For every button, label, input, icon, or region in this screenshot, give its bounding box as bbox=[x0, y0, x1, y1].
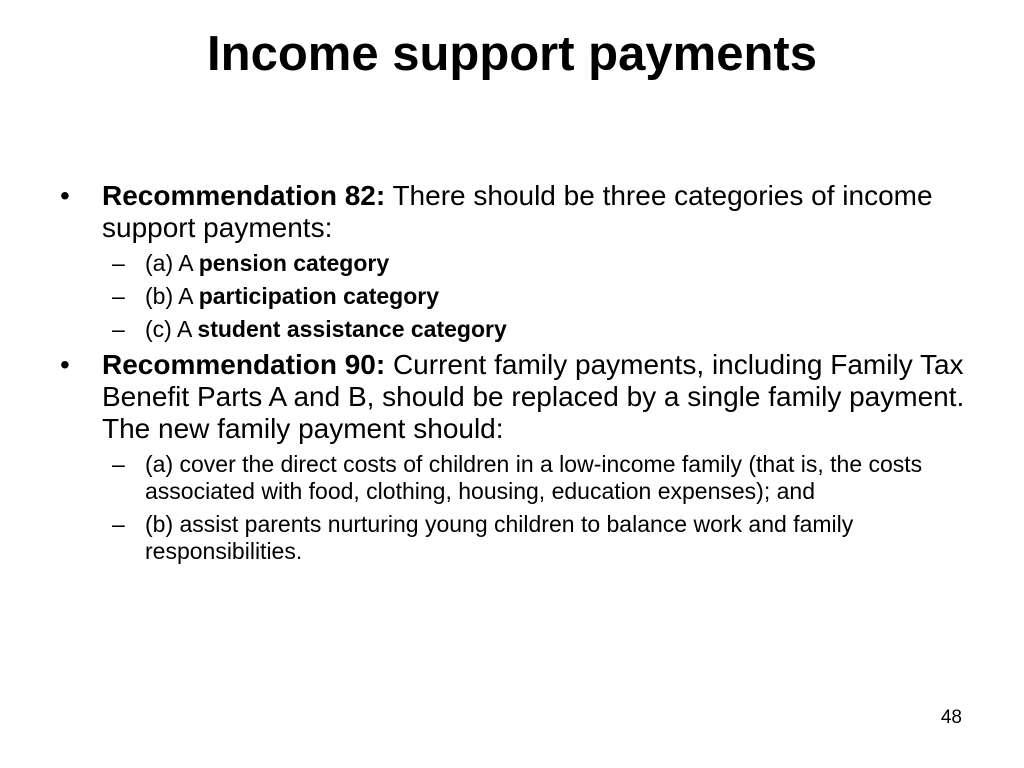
sublist-recommendation-82 bbox=[60, 250, 965, 343]
subitem-prefix: (b) A bbox=[145, 283, 199, 309]
slide-title: Income support payments bbox=[207, 27, 817, 81]
bullet-recommendation-90 bbox=[60, 349, 965, 445]
subitem-assist-parents bbox=[60, 511, 965, 565]
recommendation-text: Current family payments, including Family Tax Benefit Parts A and B, should be replaced by a single family payment. The new family payment should: bbox=[102, 349, 965, 444]
subitem-text: (a) cover the direct costs of children in a low-income family (that is, the costs associated with food, clothing, housing, education expenses); and bbox=[145, 451, 923, 504]
recommendation-label: Recommendation 90: bbox=[102, 349, 386, 380]
subitem-prefix: (c) A bbox=[145, 316, 198, 342]
subitem-student-assistance-category bbox=[60, 316, 965, 343]
recommendation-label: Recommendation 82: bbox=[102, 180, 386, 211]
recommendation-text: There should be three categories of income support payments: bbox=[102, 180, 933, 243]
subitem-pension-category bbox=[60, 250, 965, 277]
dash-marker: – bbox=[112, 511, 125, 537]
dash-marker: – bbox=[112, 283, 125, 309]
bullet-marker: • bbox=[60, 349, 70, 380]
subitem-cover-direct-costs bbox=[60, 451, 965, 505]
subitem-emphasis: pension category bbox=[198, 250, 390, 276]
bullet-marker: • bbox=[60, 180, 70, 211]
subitem-prefix: (a) A bbox=[145, 250, 199, 276]
page-number: 48 bbox=[940, 707, 962, 728]
dash-marker: – bbox=[112, 316, 125, 342]
sublist-recommendation-90 bbox=[60, 451, 965, 565]
subitem-participation-category bbox=[60, 283, 965, 310]
subitem-emphasis: student assistance category bbox=[197, 316, 507, 342]
subitem-text: (b) assist parents nurturing young children to balance work and family responsibilities. bbox=[145, 511, 854, 564]
slide-content bbox=[60, 180, 965, 571]
bullet-recommendation-82 bbox=[60, 180, 965, 244]
dash-marker: – bbox=[112, 250, 125, 276]
dash-marker: – bbox=[112, 451, 125, 477]
subitem-emphasis: participation category bbox=[198, 283, 439, 309]
